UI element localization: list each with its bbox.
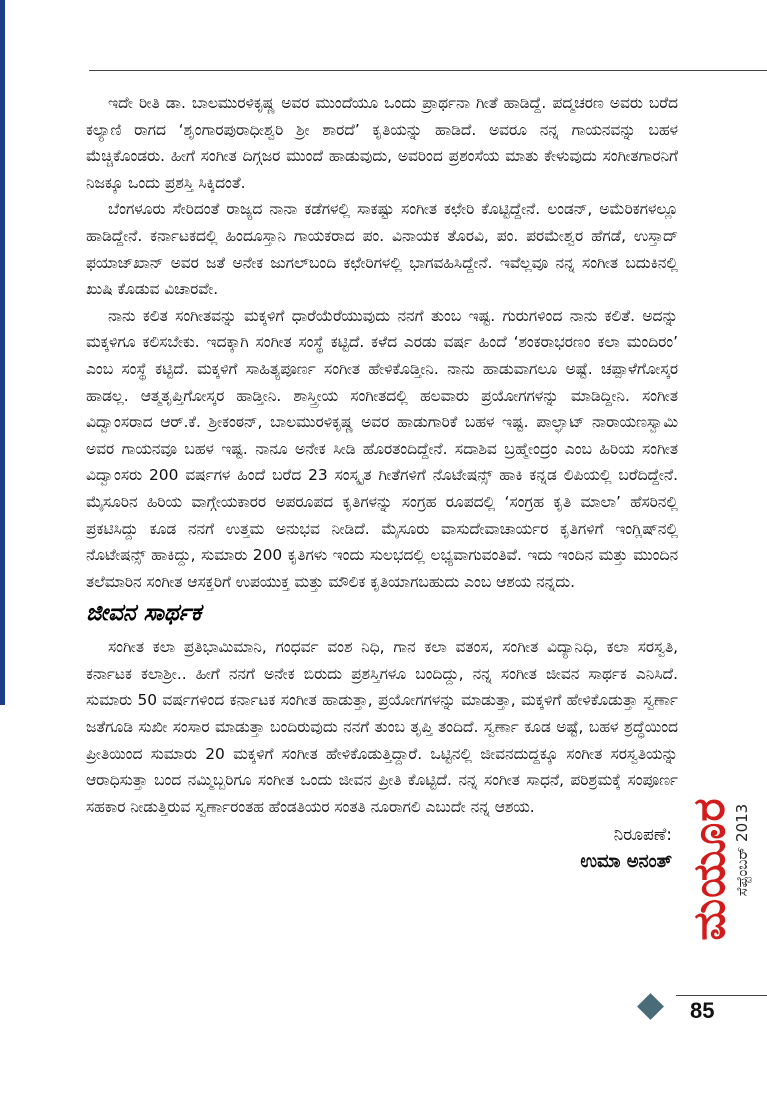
page-number: 85 — [690, 998, 715, 1023]
top-rule — [89, 70, 767, 71]
magazine-title: ಮಯೂರ — [684, 797, 735, 941]
credit-label: ನಿರೂಪಣೆ: — [613, 825, 672, 846]
article-paragraph: ನಾನು ಕಲಿತ ಸಂಗೀತವನ್ನು ಮಕ್ಕಳಿಗೆ ಧಾರೆಯೆರೆಯುವುದು ನನಗೆ ತುಂಬ ಇಷ್ಟ. ಗುರುಗಳಿಂದ ನಾನು ಕಲಿತೆ. ಅದನ್ನು ಮಕ್ಕಳಿಗೂ ಕಲಿಸಬೇಕು. ಇದಕ್ಕಾಗಿ ಸಂಗೀತ ಸಂಸ್ಥೆ ಕಟ್ಟಿದೆ. ಕಳೆದ ಎರಡು ವರ್ಷ ಹಿಂದೆ ‘ಶಂಕರಾಭರಣಂ ಕಲಾ ಮಂದಿರಂ’ ಎಂಬ ಸಂಸ್ಥೆ ಕಟ್ಟಿದೆ. ಮಕ್ಕಳಿಗೆ ಸಾಹಿತ್ಯಪೂರ್ಣ ಸಂಗೀತ ಹೇಳಿಕೊಡ್ತೀನಿ. ನಾನು ಹಾಡುವಾಗಲೂ ಅಷ್ಟೆ. ಚಪ್ಪಾಳೆಗೋಸ್ಕರ ಹಾಡಲ್ಲ. ಆತ್ಮತೃಪ್ತಿಗೋಸ್ಕರ ಹಾಡ್ತೀನಿ. ಶಾಸ್ತ್ರೀಯ ಸಂಗೀತದಲ್ಲಿ ಹಲವಾರು ಪ್ರಯೋಗಗಳನ್ನು ಮಾಡಿದ್ದೀನಿ. ಸಂಗೀತ ವಿದ್ವಾಂಸರಾದ ಆರ್.ಕೆ. ಶ್ರೀಕಂಠನ್, ಬಾಲಮುರಳಿಕೃಷ್ಣ ಅವರ ಹಾಡುಗಾರಿಕೆ ಬಹಳ ಇಷ್ಟ. ಪಾಲ್ಘಾಟ್ ನಾರಾಯಣಸ್ವಾಮಿ ಅವರ ಗಾಯನವೂ ಬಹಳ ಇಷ್ಟ. ನಾನೂ ಅನೇಕ ಸೀಡಿ ಹೊರತಂದಿದ್ದೇನೆ. ಸದಾಶಿವ ಬ್ರಹ್ಮೇಂದ್ರಂ ಎಂಬ ಹಿರಿಯ ಸಂಗೀತ ವಿದ್ವಾಂಸರು 200 ವರ್ಷಗಳ ಹಿಂದೆ ಬರೆದ 23 ಸಂಸ್ಕೃತ ಗೀತೆಗಳಿಗೆ ನೊಟೇಷನ್ಸ್ ಹಾಕಿ ಕನ್ನಡ ಲಿಪಿಯಲ್ಲಿ ಬರೆದಿದ್ದೇನೆ. ಮೈಸೂರಿನ ಹಿರಿಯ ವಾಗ್ಗೇಯಕಾರರ ಅಪರೂಪದ ಕೃತಿಗಳನ್ನು ಸಂಗ್ರಹ ರೂಪದಲ್ಲಿ ‘ಸಂಗ್ರಹ ಕೃತಿ ಮಾಲಾ’ ಹೆಸರಿನಲ್ಲಿ ಪ್ರಕಟಿಸಿದ್ದು ಕೂಡ ನನಗೆ ಉತ್ತಮ ಅನುಭವ ನೀಡಿದೆ. ಮೈಸೂರು ವಾಸುದೇವಾಚಾರ್ಯರ ಕೃತಿಗಳಿಗೆ ಇಂಗ್ಲಿಷ್‌ನಲ್ಲಿ ನೊಟೇಷನ್ಸ್ ಹಾಕಿದ್ದು, ಸುಮಾರು 200 ಕೃತಿಗಳು ಇಂದು ಸುಲಭದಲ್ಲಿ ಲಭ್ಯವಾಗುವಂತಿವೆ. ಇದು ಇಂದಿನ ಮತ್ತು ಮುಂದಿನ ತಲೆಮಾರಿನ ಸಂಗೀತ ಆಸಕ್ತರಿಗೆ ಉಪಯುಕ್ತ ಮತ್ತು ಮೌಲಿಕ ಕೃತಿಯಾಗಬಹುದು ಎಂಬ ಆಶಯ ನನ್ನದು. — [86, 306, 678, 591]
article-body — [86, 90, 678, 876]
issue-date-container — [722, 760, 762, 940]
credit-name: ಉಮಾ ಅನಂತ್ — [580, 851, 672, 873]
issue-date: ಸೆಪ್ಟೆಂಬರ್ 2013 — [733, 803, 751, 897]
article-paragraph: ಸಂಗೀತ ಕಲಾ ಪ್ರತಿಭಾಮಿಮಾನಿ, ಗಂಧರ್ವ ವಂಶ ನಿಧಿ, ಗಾನ ಕಲಾ ವತಂಸ, ಸಂಗೀತ ವಿದ್ಯಾನಿಧಿ, ಕಲಾ ಸರಸ್ವತಿ, ಕರ್ನಾಟಕ ಕಲಾಶ್ರೀ.. ಹೀಗೆ ನನಗೆ ಅನೇಕ ಬಿರುದು ಪ್ರಶಸ್ತಿಗಳೂ ಬಂದಿದ್ದು, ನನ್ನ ಸಂಗೀತ ಜೀವನ ಸಾರ್ಥಕ ಎನಿಸಿದೆ. ಸುಮಾರು 50 ವರ್ಷಗಳಿಂದ ಕರ್ನಾಟಕ ಸಂಗೀತ ಹಾಡುತ್ತಾ, ಪ್ರಯೋಗಗಳನ್ನು ಮಾಡುತ್ತಾ, ಮಕ್ಕಳಿಗೆ ಹೇಳಿಕೊಡುತ್ತಾ ಸ್ವರ್ಣಾ ಜತೆಗೂಡಿ ಸುಖೀ ಸಂಸಾರ ಮಾಡುತ್ತಾ ಬಂದಿರುವುದು ನನಗೆ ತುಂಬ ತೃಪ್ತಿ ತಂದಿದೆ. ಸ್ವರ್ಣಾ ಕೂಡ ಅಷ್ಟೆ, ಬಹಳ ಶ್ರದ್ಧೆಯಿಂದ ಪ್ರೀತಿಯಿಂದ ಸುಮಾರು 20 ಮಕ್ಕಳಿಗೆ ಸಂಗೀತ ಹೇಳಿಕೊಡುತ್ತಿದ್ದಾರೆ. ಒಟ್ಟಿನಲ್ಲಿ ಜೀವನದುದ್ದಕ್ಕೂ ಸಂಗೀತ ಸರಸ್ವತಿಯನ್ನು ಆರಾಧಿಸುತ್ತಾ ಬಂದ ನಮ್ಮಿಬ್ಬರಿಗೂ ಸಂಗೀತ ಒಂದು ಜೀವನ ಪ್ರೀತಿ ಕೊಟ್ಟಿದೆ. ನನ್ನ ಸಂಗೀತ ಸಾಧನೆ, ಪರಿಶ್ರಮಕ್ಕೆ ಸಂಪೂರ್ಣ ಸಹಕಾರ ನೀಡುತ್ತಿರುವ ಸ್ವರ್ಣಾರಂತಹ ಹೆಂಡತಿಯರ ಸಂತತಿ ನೂರಾಗಲಿ ಎಬುದೇ ನನ್ನ ಆಶಯ. — [86, 638, 678, 816]
article-paragraph: ಬೆಂಗಳೂರು ಸೇರಿದಂತೆ ರಾಜ್ಯದ ನಾನಾ ಕಡೆಗಳಲ್ಲಿ ಸಾಕಷ್ಟು ಸಂಗೀತ ಕಛೇರಿ ಕೊಟ್ಟಿದ್ದೇನೆ. ಲಂಡನ್, ಅಮೆರಿಕಗಳಲ್ಲೂ ಹಾಡಿದ್ದೇನೆ. ಕರ್ನಾಟಕದಲ್ಲಿ ಹಿಂದೂಸ್ತಾನಿ ಗಾಯಕರಾದ ಪಂ. ವಿನಾಯಕ ತೊರವಿ, ಪಂ. ಪರಮೇಶ್ವರ ಹೆಗಡೆ, ಉಸ್ತಾದ್ ಫಯಾಜ್‌ಖಾನ್ ಅವರ ಜತೆ ಅನೇಕ ಜುಗಲ್‌ಬಂದಿ ಕಛೇರಿಗಳಲ್ಲಿ ಭಾಗವಹಿಸಿದ್ದೇನೆ. ಇವೆಲ್ಲವೂ ನನ್ನ ಸಂಗೀತ ಬದುಕಿನಲ್ಲಿ ಖುಷಿ ಕೊಡುವ ವಿಚಾರವೇ. — [86, 200, 678, 299]
bottom-rule — [676, 995, 767, 996]
left-color-bar — [0, 0, 5, 705]
section-heading: ಜೀವನ ಸಾರ್ಥಕ — [86, 600, 202, 627]
article-paragraph: ಇದೇ ರೀತಿ ಡಾ. ಬಾಲಮುರಳಿಕೃಷ್ಣ ಅವರ ಮುಂದೆಯೂ ಒಂದು ಪ್ರಾರ್ಥನಾ ಗೀತೆ ಹಾಡಿದ್ದೆ. ಪದ್ಮಚರಣ ಅವರು ಬರೆದ ಕಲ್ಯಾಣಿ ರಾಗದ ‘ಶೃಂಗಾರಪುರಾಧೀಶ್ವರಿ ಶ್ರೀ ಶಾರದೆ’ ಕೃತಿಯನ್ನು ಹಾಡಿದೆ. ಅವರೂ ನನ್ನ ಗಾಯನವನ್ನು ಬಹಳ ಮೆಚ್ಚಿಕೊಂಡರು. ಹೀಗೆ ಸಂಗೀತ ದಿಗ್ಗಜರ ಮುಂದೆ ಹಾಡುವುದು, ಅವರಿಂದ ಪ್ರಶಂಸೆಯ ಮಾತು ಕೇಳುವುದು ಸಂಗೀತಗಾರನಿಗೆ ನಿಜಕ್ಕೂ ಒಂದು ಪ್ರಶಸ್ತಿ ಸಿಕ್ಕಿದಂತೆ. — [86, 94, 678, 192]
diamond-icon — [637, 993, 664, 1020]
